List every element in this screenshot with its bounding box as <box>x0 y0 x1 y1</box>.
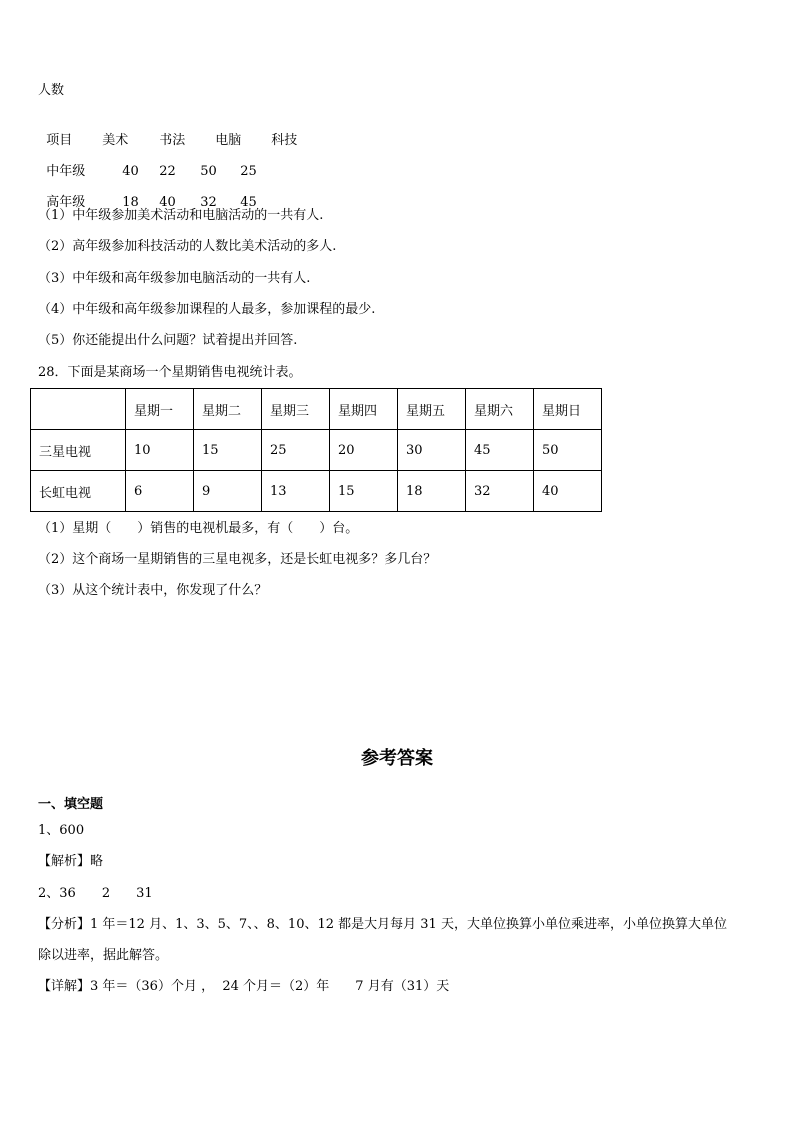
table-cell: 45 <box>466 430 534 471</box>
answer-1-note: 【解析】略 <box>38 854 104 869</box>
section-heading: 一、填空题 <box>38 797 104 812</box>
q27-question: （1）中年级参加美术活动和电脑活动的一共有人. <box>38 208 324 223</box>
table-corner-cell <box>31 389 126 430</box>
table-cell: 20 <box>330 430 398 471</box>
q27-cell: 中年级 <box>46 164 86 179</box>
q28-title: 28．下面是某商场一个星期销售电视统计表。 <box>38 365 302 380</box>
q27-cell: 高年级 <box>46 195 86 210</box>
q27-header-cell: 美术 <box>102 133 129 148</box>
table-header-cell: 星期日 <box>534 389 602 430</box>
unit-label: 人数 <box>38 83 65 98</box>
table-cell: 30 <box>398 430 466 471</box>
table-header-cell: 星期四 <box>330 389 398 430</box>
answer-2-analysis: 【分析】1 年＝12 月、1、3、5、7、、8、10、12 都是大月每月 31 天，大单位换算小单位乘进率，小单位换算大单位 <box>38 917 727 932</box>
table-cell: 25 <box>262 430 330 471</box>
table-cell: 18 <box>398 471 466 512</box>
q27-cell: 25 <box>240 164 257 179</box>
answer-1: 1、600 <box>38 823 85 838</box>
q27-cell: 18 <box>122 195 139 210</box>
q27-header-cell: 科技 <box>271 133 298 148</box>
table-header-cell: 星期三 <box>262 389 330 430</box>
table-cell: 13 <box>262 471 330 512</box>
table-cell: 15 <box>330 471 398 512</box>
q27-cell: 32 <box>200 195 217 210</box>
table-header-cell: 星期一 <box>126 389 194 430</box>
q27-question: （4）中年级和高年级参加课程的人最多，参加课程的最少. <box>38 302 376 317</box>
answers-title: 参考答案 <box>361 748 433 769</box>
table-row <box>31 471 602 512</box>
table-row-label: 三星电视 <box>31 430 126 471</box>
table-cell: 32 <box>466 471 534 512</box>
table-cell: 50 <box>534 430 602 471</box>
table-cell: 9 <box>194 471 262 512</box>
q28-question: （2）这个商场一星期销售的三星电视多，还是长虹电视多？多几台？ <box>38 552 437 567</box>
table-cell: 40 <box>534 471 602 512</box>
table-header-cell: 星期五 <box>398 389 466 430</box>
answer-2-detail: 【详解】3 年＝（36）个月 ， 24 个月＝（2）年 7 月有（31）天 <box>38 979 450 994</box>
table-cell: 10 <box>126 430 194 471</box>
q28-question: （1）星期（ ）销售的电视机最多，有（ ）台。 <box>38 521 359 536</box>
q27-cell: 45 <box>240 195 257 210</box>
q27-question: （3）中年级和高年级参加电脑活动的一共有人. <box>38 271 311 286</box>
q27-cell: 40 <box>122 164 139 179</box>
table-row <box>31 430 602 471</box>
table-cell: 15 <box>194 430 262 471</box>
q27-cell: 50 <box>200 164 217 179</box>
answer-2-analysis-cont: 除以进率，据此解答。 <box>38 948 169 963</box>
answer-2: 2、36 2 31 <box>38 886 153 901</box>
q27-cell: 40 <box>159 195 176 210</box>
table-row-label: 长虹电视 <box>31 471 126 512</box>
q27-question: （5）你还能提出什么问题？试着提出并回答. <box>38 333 298 348</box>
table-header-cell: 星期二 <box>194 389 262 430</box>
q28-question: （3）从这个统计表中，你发现了什么？ <box>38 583 268 598</box>
q27-cell: 22 <box>159 164 176 179</box>
table-header-cell: 星期六 <box>466 389 534 430</box>
q27-header-cell: 电脑 <box>215 133 242 148</box>
tv-sales-table <box>30 388 602 512</box>
q27-header-cell: 项目 <box>46 133 73 148</box>
table-cell: 6 <box>126 471 194 512</box>
q27-header-cell: 书法 <box>159 133 186 148</box>
q27-question: （2）高年级参加科技活动的人数比美术活动的多人. <box>38 239 337 254</box>
table-header-row <box>31 389 602 430</box>
